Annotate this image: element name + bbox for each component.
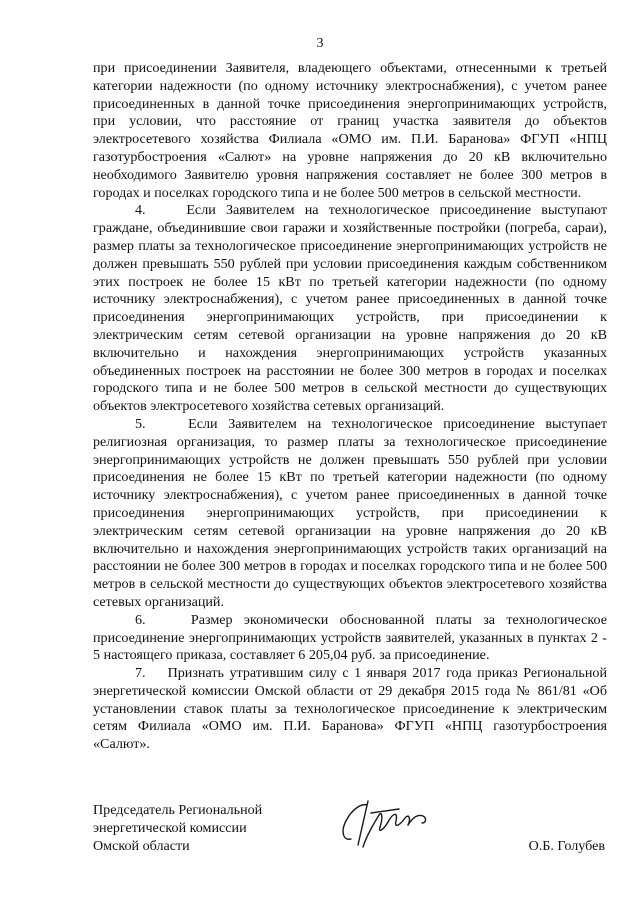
handwritten-signature bbox=[337, 795, 447, 857]
paragraph-7: 7. Признать утратившим силу с 1 января 2017 года приказ Региональной энергетической комиссии Омской области от 29 декабря 2015 года № 861/81 «Об установлении ставок платы за технологическое присоединение к электрическим сетям Филиала «ОМО им. П.И. Баранова» ФГУП «НПЦ газотурбостроения «Салют». bbox=[93, 665, 607, 753]
signer-title-line: энергетической комиссии bbox=[93, 820, 247, 836]
document-body bbox=[93, 60, 607, 754]
signature-block bbox=[93, 801, 613, 861]
paragraph-6: 6. Размер экономически обоснованной платы за технологическое присоединение энергопринимающих устройств заявителей, указанных в пунктах 2 - 5 настоящего приказа, составляет 6 205,04 руб. за присоединение. bbox=[93, 611, 607, 664]
signer-name: О.Б. Голубев bbox=[528, 838, 605, 854]
paragraph-5: 5. Если Заявителем на технологическое присоединение выступает религиозная организация, то размер платы за технологическое присоединение энергопринимающих устройств не должен превышать 550 рублей при условии присоединения не более 15 кВт по третьей категории надежности (по одному источнику электроснабжения), с учетом ранее присоединенных в данной точке присоединения энергопринимающих устройств, при присоединении к электрическим сетям сетевой организации на уровне напряжения до 20 кВ включительно и нахождения энергопринимающих устройств таких организаций на расстоянии не более 300 метров в городах и поселках городского типа и не более 500 метров в сельской местности до существующих объектов электросетевого хозяйства сетевых организаций. bbox=[93, 415, 607, 610]
intro-paragraph: при присоединении Заявителя, владеющего объектами, отнесенными к третьей категории надежности (по одному источнику электроснабжения), с учетом ранее присоединенных в данной точке присоединения энергопринимающих устройств, при условии, что расстояние от границ участка заявителя до объектов электросетевого хозяйства Филиала «ОМО им. П.И. Баранова» ФГУП «НПЦ газотурбостроения «Салют» на уровне напряжения до 20 кВ включительно необходимого Заявителю уровня напряжения составляет не более 300 метров в городах и поселках городского типа и не более 500 метров в сельской местности. bbox=[93, 60, 607, 201]
signer-title-line: Омской области bbox=[93, 838, 190, 854]
paragraph-4: 4. Если Заявителем на технологическое присоединение выступают граждане, объединившие свои гаражи и хозяйственные постройки (погреба, сараи), размер платы за технологическое присоединение энергопринимающих устройств не должен превышать 550 рублей при условии присоединения каждым собственником этих построек не более 15 кВт по третьей категории надежности (по одному источнику электроснабжения), с учетом ранее присоединенных в данной точке присоединения энергопринимающих устройств, при присоединении к электрическим сетям сетевой организации на уровне напряжения до 20 кВ включительно и нахождения энергопринимающих устройств указанных объединенных построек на расстоянии не более 300 метров в городах и поселках городского типа и не более 500 метров в сельской местности до существующих объектов электросетевого хозяйства сетевых организаций. bbox=[93, 202, 607, 415]
signer-title bbox=[93, 801, 323, 855]
page-number: 3 bbox=[316, 36, 324, 51]
signer-title-line: Председатель Региональной bbox=[93, 802, 263, 818]
